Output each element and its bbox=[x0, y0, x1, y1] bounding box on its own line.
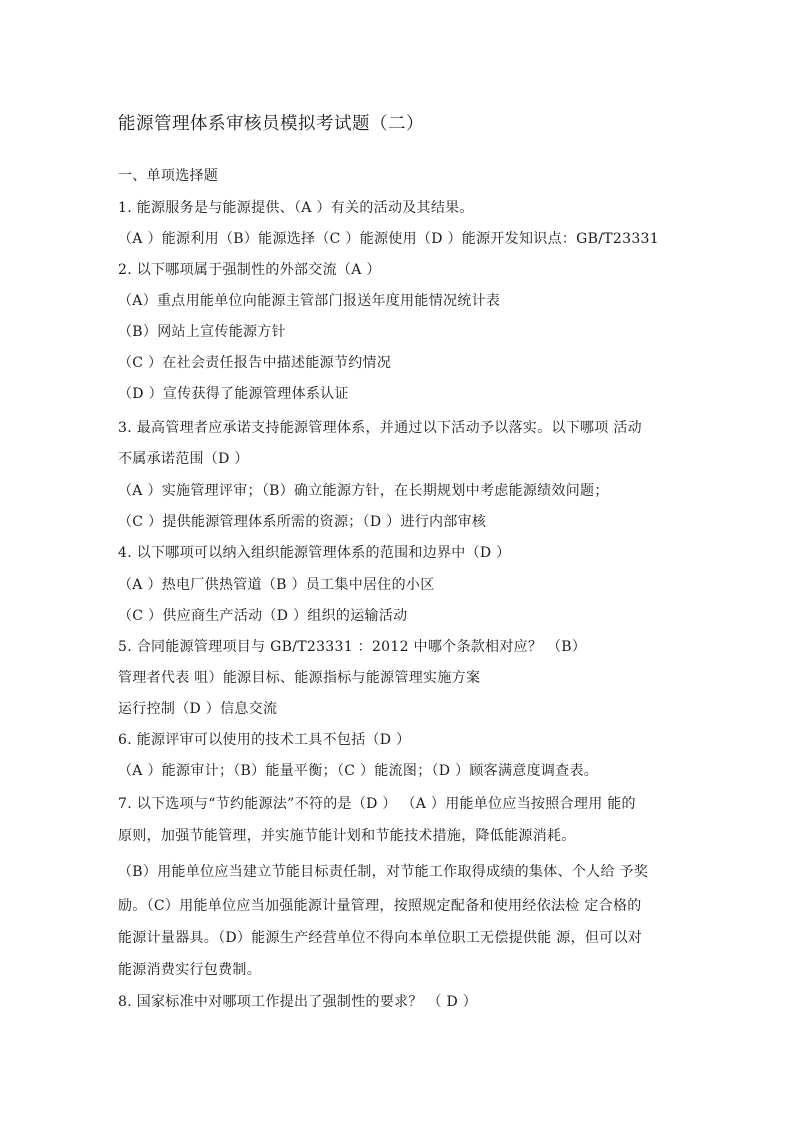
text-line: 原则，加强节能管理，并实施节能计划和节能技术措施，降低能源消耗。 bbox=[118, 828, 576, 844]
text-line: （A ）能源利用（B）能源选择（C ）能源使用（D ）能源开发知识点：GB/T23331 bbox=[118, 231, 659, 247]
text-line: 能源计量器具。（D）能源生产经营单位不得向本单位职工无偿提供能 源，但可以对 bbox=[118, 930, 643, 946]
text-line: 7. 以下选项与“节约能源法”不符的是（D ） （A ）用能单位应当按照合理用 能的 bbox=[118, 796, 636, 812]
text-line: （A ）能源审计；（B）能量平衡；（C ）能流图；（D ）顾客满意度调查表。 bbox=[118, 763, 599, 779]
text-line: （C ）在社会责任报告中描述能源节约情况 bbox=[118, 355, 392, 371]
text-line: 8. 国家标准中对哪项工作提出了强制性的要求？ （ D ） bbox=[118, 994, 478, 1010]
text-line: 不属承诺范围（D ） bbox=[118, 451, 249, 467]
text-line: 1. 能源服务是与能源提供、（A ）有关的活动及其结果。 bbox=[118, 200, 474, 216]
text-line: 4. 以下哪项可以纳入组织能源管理体系的范围和边界中（D ） bbox=[118, 545, 511, 561]
text-line: （C ）提供能源管理体系所需的资源；（D ）进行内部审核 bbox=[118, 514, 487, 530]
text-line: 管理者代表 咀）能源目标、能源指标与能源管理实施方案 bbox=[118, 670, 481, 686]
text-line: 6. 能源评审可以使用的技术工具不包括（D ） bbox=[118, 732, 411, 748]
text-line: 2. 以下哪项属于强制性的外部交流（A ） bbox=[118, 262, 381, 278]
text-line: （C ）供应商生产活动（D ）组织的运输活动 bbox=[118, 608, 408, 624]
document-title: 能源管理体系审核员模拟考试题（二） bbox=[118, 114, 424, 134]
text-line: （D ）宣传获得了能源管理体系认证 bbox=[118, 386, 349, 402]
text-line: （B）用能单位应当建立节能目标责任制，对节能工作取得成绩的集体、个人给 予奖 bbox=[118, 864, 649, 880]
text-line: 励。（C）用能单位应当加强能源计量管理，按照规定配备和使用经依法检 定合格的 bbox=[118, 898, 642, 914]
section-heading: 一、单项选择题 bbox=[118, 168, 219, 184]
text-line: 能源消费实行包费制。 bbox=[118, 962, 261, 978]
text-line: （A ）实施管理评审；（B）确立能源方针，在长期规划中考虑能源绩效问题； bbox=[118, 483, 609, 499]
text-line: 运行控制（D ）信息交流 bbox=[118, 701, 278, 717]
text-line: （A）重点用能单位向能源主管部门报送年度用能情况统计表 bbox=[118, 293, 501, 309]
text-line: （B）网站上宣传能源方针 bbox=[118, 324, 286, 340]
text-line: （A ）热电厂供热管道（B ）员工集中居住的小区 bbox=[118, 577, 435, 593]
text-line: 3. 最高管理者应承诺支持能源管理体系，并通过以下活动予以落实。以下哪项 活动 bbox=[118, 420, 642, 436]
text-line: 5. 合同能源管理项目与 GB/T23331 ：2012 中哪个条款相对应？ （B） bbox=[118, 639, 587, 655]
